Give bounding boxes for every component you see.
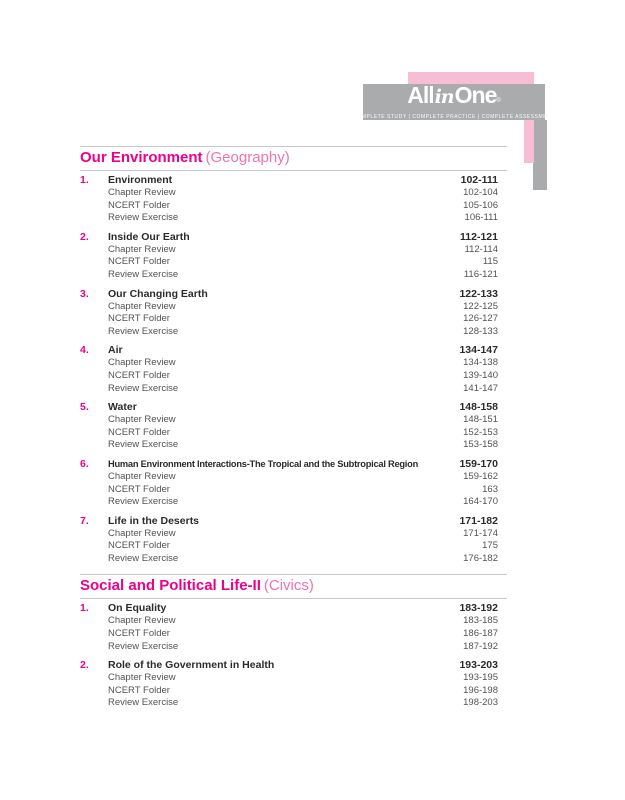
section-subtitle: (Civics) <box>263 577 314 595</box>
entry-number: 3. <box>80 287 89 300</box>
toc-subentry <box>80 528 507 541</box>
subentry-pages: 105-106 <box>463 199 498 211</box>
toc-subentry <box>80 357 507 370</box>
section-header <box>80 574 507 599</box>
toc-subentry <box>80 414 507 427</box>
entry-pages: 134-147 <box>459 344 498 357</box>
subentry-pages: 153-158 <box>463 439 498 451</box>
toc-subentry <box>80 383 507 396</box>
entry-number: 1. <box>80 174 89 186</box>
entry-title: Inside Our Earth <box>108 230 190 243</box>
logo-word-one: One <box>454 82 497 108</box>
entry-pages: 148-158 <box>459 401 498 414</box>
decor-pink-bar <box>524 120 534 163</box>
subentry-pages: 171-174 <box>463 527 498 539</box>
toc-subentry <box>80 370 507 383</box>
toc-subentry <box>80 672 507 685</box>
subentry-label: Chapter Review <box>108 615 176 627</box>
subentry-label: Review Exercise <box>108 697 179 709</box>
section-entries <box>80 599 507 710</box>
entry-row <box>80 174 507 187</box>
entry-row <box>80 401 507 414</box>
subentry-label: NCERT Folder <box>108 313 170 325</box>
subentry-pages: 163 <box>482 483 498 495</box>
subentry-label: Chapter Review <box>108 470 176 482</box>
toc-subentry <box>80 641 507 654</box>
subentry-label: Chapter Review <box>108 414 176 426</box>
toc-subentry <box>80 553 507 566</box>
subentry-pages: 148-151 <box>463 414 498 426</box>
entry-number: 4. <box>80 344 89 357</box>
toc-subentry <box>80 439 507 452</box>
entry-title: Human Environment Interactions-The Tropical and the Subtropical Region <box>108 458 418 469</box>
entry-row <box>80 288 507 301</box>
toc-entry <box>80 458 507 509</box>
toc-subentry <box>80 212 507 225</box>
subentry-label: Review Exercise <box>108 552 179 564</box>
toc-entry <box>80 174 507 225</box>
subentry-label: NCERT Folder <box>108 256 170 268</box>
toc-entry <box>80 515 507 566</box>
subentry-pages: 152-153 <box>463 426 498 438</box>
toc-subentry <box>80 496 507 509</box>
subentry-label: Review Exercise <box>108 439 179 451</box>
subentry-label: NCERT Folder <box>108 483 170 495</box>
entry-number: 6. <box>80 457 89 470</box>
section-title: Our Environment <box>80 149 203 166</box>
subentry-label: NCERT Folder <box>108 684 170 696</box>
entry-pages: 112-121 <box>460 230 498 243</box>
toc-subentry <box>80 187 507 200</box>
decor-gray-bar <box>533 120 547 190</box>
entry-number: 1. <box>80 602 89 615</box>
entry-row <box>80 515 507 528</box>
subentry-label: Chapter Review <box>108 672 176 684</box>
subentry-label: Chapter Review <box>108 527 176 539</box>
subentry-label: Review Exercise <box>108 382 179 394</box>
subentry-label: Chapter Review <box>108 300 176 312</box>
entry-title: Role of the Government in Health <box>108 659 275 672</box>
entry-pages: 102-111 <box>460 174 498 186</box>
subentry-label: Chapter Review <box>108 243 176 255</box>
entry-pages: 159-170 <box>459 457 498 470</box>
subentry-label: Chapter Review <box>108 187 176 198</box>
toc-subentry <box>80 313 507 326</box>
toc-subentry <box>80 697 507 710</box>
subentry-label: NCERT Folder <box>108 199 170 211</box>
subentry-pages: 193-195 <box>463 672 498 684</box>
toc-entry <box>80 288 507 339</box>
toc-subentry <box>80 471 507 484</box>
subentry-pages: 134-138 <box>463 357 498 369</box>
toc-subentry <box>80 615 507 628</box>
subentry-pages: 198-203 <box>463 697 498 709</box>
subentry-pages: 102-104 <box>463 187 498 198</box>
subentry-pages: 141-147 <box>463 382 498 394</box>
entry-title: Our Changing Earth <box>108 287 208 300</box>
subentry-pages: 159-162 <box>463 470 498 482</box>
toc-entry <box>80 659 507 710</box>
subentry-pages: 106-111 <box>464 212 498 224</box>
section-header <box>80 146 507 171</box>
section-title: Social and Political Life-II <box>80 577 261 595</box>
toc-entry <box>80 344 507 395</box>
entry-pages: 183-192 <box>459 602 498 615</box>
entry-row <box>80 659 507 672</box>
subentry-label: Chapter Review <box>108 357 176 369</box>
toc-section <box>80 146 507 565</box>
subentry-pages: 128-133 <box>463 325 498 337</box>
toc-section <box>80 574 507 710</box>
toc-subentry <box>80 244 507 257</box>
entry-pages: 193-203 <box>459 659 498 672</box>
subentry-pages: 183-185 <box>463 615 498 627</box>
entry-pages: 122-133 <box>459 287 498 300</box>
brand-banner <box>353 82 555 120</box>
entry-row <box>80 231 507 244</box>
subentry-pages: 126-127 <box>463 313 498 325</box>
subentry-label: NCERT Folder <box>108 540 170 552</box>
subentry-pages: 175 <box>482 540 498 552</box>
toc-entry <box>80 231 507 282</box>
entry-title: Environment <box>108 174 173 186</box>
registered-trademark-icon: ® <box>496 98 501 104</box>
table-of-contents <box>80 146 507 716</box>
section-entries <box>80 171 507 565</box>
toc-subentry <box>80 685 507 698</box>
toc-subentry <box>80 200 507 213</box>
toc-subentry <box>80 269 507 282</box>
logo-word-in: in <box>434 86 454 108</box>
allinone-logo <box>407 84 501 112</box>
subentry-label: NCERT Folder <box>108 628 170 640</box>
subentry-pages: 139-140 <box>463 369 498 381</box>
toc-subentry <box>80 484 507 497</box>
subentry-label: NCERT Folder <box>108 369 170 381</box>
section-subtitle: (Geography) <box>205 149 290 166</box>
toc-subentry <box>80 540 507 553</box>
toc-subentry <box>80 628 507 641</box>
subentry-label: Review Exercise <box>108 640 179 652</box>
subentry-label: Review Exercise <box>108 268 179 280</box>
entry-title: On Equality <box>108 602 167 615</box>
subentry-pages: 186-187 <box>463 628 498 640</box>
entry-pages: 171-182 <box>459 514 498 527</box>
entry-number: 7. <box>80 514 89 527</box>
subentry-pages: 176-182 <box>463 552 498 564</box>
toc-subentry <box>80 256 507 269</box>
subentry-pages: 196-198 <box>463 684 498 696</box>
logo-word-all: All <box>407 82 434 108</box>
subentry-pages: 116-121 <box>463 268 498 280</box>
subentry-pages: 122-125 <box>463 300 498 312</box>
entry-row <box>80 602 507 615</box>
entry-row <box>80 458 507 471</box>
subentry-pages: 164-170 <box>463 496 498 508</box>
logo-tagline: COMPLETE STUDY | COMPLETE PRACTICE | COMPLETE ASSESSMENT <box>353 114 555 120</box>
entry-title: Life in the Deserts <box>108 514 200 527</box>
subentry-pages: 115 <box>482 256 498 268</box>
toc-entry <box>80 602 507 653</box>
subentry-label: Review Exercise <box>108 496 179 508</box>
subentry-pages: 187-192 <box>463 640 498 652</box>
subentry-pages: 112-114 <box>464 243 498 255</box>
toc-entry <box>80 401 507 452</box>
toc-subentry <box>80 301 507 314</box>
toc-subentry <box>80 427 507 440</box>
subentry-label: Review Exercise <box>108 212 179 224</box>
entry-title: Air <box>108 344 123 357</box>
toc-subentry <box>80 326 507 339</box>
entry-number: 2. <box>80 230 89 243</box>
entry-number: 2. <box>80 659 89 672</box>
entry-title: Water <box>108 401 137 414</box>
subentry-label: Review Exercise <box>108 325 179 337</box>
entry-number: 5. <box>80 401 89 414</box>
subentry-label: NCERT Folder <box>108 426 170 438</box>
entry-row <box>80 344 507 357</box>
